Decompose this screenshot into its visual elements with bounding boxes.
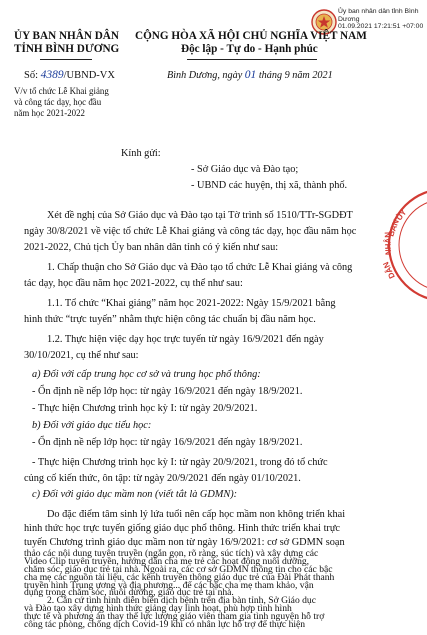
body-heading: c) Đối với giáo dục mầm non (viết tắt là GDMN): bbox=[32, 489, 238, 500]
svg-text:DÂN: DÂN bbox=[381, 260, 397, 280]
body-line: 2021-2022, Chủ tịch Ủy ban nhân dân tỉnh có ý kiến như sau: bbox=[24, 242, 279, 253]
signature-signer: Ủy ban nhân dân tỉnh Bình Dương bbox=[338, 8, 419, 23]
body-line: - Ổn định nề nếp lớp học: từ ngày 16/9/2021 đến ngày 18/9/2021. bbox=[32, 386, 303, 397]
issuer-line-2: TỈNH BÌNH DƯƠNG bbox=[14, 43, 120, 55]
body-heading: a) Đối với cấp trung học cơ sở và trung học phổ thông: bbox=[32, 369, 261, 380]
body-line: tuyến Chương trình giáo dục mầm non từ ngày 16/9/2021: cơ sở GDMN soạn bbox=[24, 537, 345, 548]
body-line: - Thực hiện Chương trình học kỳ I: từ ngày 20/9/2021. bbox=[32, 403, 258, 414]
body-line: Xét đề nghị của Sở Giáo dục và Đào tạo tại Tờ trình số 1510/TTr-SGDĐT bbox=[47, 210, 353, 221]
body-line: thảo các nội dung tuyên truyền (ngắn gọn, rõ ràng, súc tích) và xây dựng các bbox=[24, 548, 319, 559]
body-heading: b) Đối với giáo dục tiểu học: bbox=[32, 420, 152, 431]
subject-line: và công tác dạy, học đầu bbox=[14, 97, 102, 107]
signature-datetime: 01.09.2021 17:21:51 +07:00 bbox=[338, 23, 424, 31]
body-line: Video Clip tuyên truyền, hướng dẫn cha mẹ trẻ các hoạt động nuôi dưỡng, bbox=[24, 555, 310, 567]
svg-text:NHÂN: NHÂN bbox=[383, 231, 393, 256]
body-line: Do đặc điểm tâm sinh lý lứa tuổi nên cấp học mầm non không triển khai bbox=[47, 509, 346, 520]
body-line: - Ổn định nề nếp lớp học: từ ngày 16/9/2021 đến ngày 18/9/2021. bbox=[32, 437, 303, 448]
recipient-item: - UBND các huyện, thị xã, thành phố. bbox=[191, 180, 348, 191]
official-seal-stamp bbox=[383, 185, 427, 305]
digital-signature-text bbox=[338, 8, 426, 31]
doc-no-handwritten: 4389 bbox=[40, 69, 64, 81]
place-date bbox=[167, 68, 333, 83]
subject-block bbox=[14, 86, 109, 119]
body-line: hình thức “trực tuyến” nhằm thực hiện công tác chuẩn bị đầu năm học. bbox=[24, 314, 316, 325]
body-line: hình thức học trực tuyến giống giáo dục phổ thông. Hình thức triển khai trực bbox=[24, 523, 341, 534]
date-prefix: Bình Dương, ngày bbox=[167, 70, 243, 81]
body-line: 1. Chấp thuận cho Sở Giáo dục và Đào tạo tổ chức Lễ Khai giảng và công bbox=[47, 262, 353, 273]
subject-line: năm học 2021-2022 bbox=[14, 108, 85, 118]
date-suffix: tháng 9 năm 2021 bbox=[258, 70, 333, 81]
issuer-line-1: ỦY BAN NHÂN DÂN bbox=[14, 30, 119, 42]
body-line: ngày 30/8/2021 về việc tổ chức Lễ Khai giảng và công tác dạy, học đầu năm học bbox=[24, 226, 357, 237]
body-line: 30/10/2021, cụ thể như sau: bbox=[24, 350, 139, 361]
subject-line: V/v tổ chức Lễ Khai giảng bbox=[14, 86, 109, 96]
svg-text:BAN: BAN bbox=[386, 218, 401, 238]
body-line: 2. Căn cứ tình hình diễn biến dịch bệnh trên địa bàn tỉnh, Sở Giáo dục bbox=[47, 595, 316, 607]
body-line: - Thực hiện Chương trình học kỳ I: từ ngày 20/9/2021, trong đó tổ chức bbox=[32, 457, 328, 468]
national-title: CỘNG HÒA XÃ HỘI CHỦ NGHĨA VIỆT NAM bbox=[135, 30, 367, 42]
date-day-handwritten: 01 bbox=[244, 69, 257, 81]
body-line: chăm sóc, giáo dục trẻ tại nhà. Ngoài ra, các cơ sở GDMN thông tin cho các bậc bbox=[24, 563, 333, 575]
recipients-label: Kính gửi: bbox=[121, 148, 161, 159]
body-line: công tác phòng, chống dịch Covid-19 khi có nhân lực hỗ trợ để thực hiện bbox=[24, 619, 306, 630]
body-line: tác dạy, học đầu năm học 2021-2022, cụ thể như sau: bbox=[24, 278, 243, 289]
document-number bbox=[24, 68, 115, 83]
body-line: thực tế và phương án thay thế lực lượng giáo viên tham gia tình nguyện hỗ trợ bbox=[24, 611, 325, 623]
body-line: truyền hình Trung ương và địa phương... để các bậc cha mẹ tham khảo, vận bbox=[24, 579, 314, 591]
doc-no-suffix: /UBND-VX bbox=[63, 70, 115, 81]
body-line: dụng trong chăm sóc, nuôi dưỡng, giáo dục trẻ tại nhà. bbox=[24, 587, 234, 599]
doc-no-prefix: Số: bbox=[24, 70, 39, 81]
body-line: 1.2. Thực hiện việc dạy học trực tuyến từ ngày 16/9/2021 đến ngày bbox=[47, 334, 324, 345]
body-line: củng cố kiến thức, ôn tập: từ ngày 20/9/2021 đến ngày 01/10/2021. bbox=[24, 473, 301, 484]
body-line: cha mẹ các nguồn tài liệu, các kênh truyền thông giáo dục trẻ của Đài Phát thanh bbox=[24, 571, 335, 583]
recipient-item: - Sở Giáo dục và Đào tạo; bbox=[191, 164, 299, 175]
body-line: và Đào tạo xây dựng hình thức giảng dạy linh hoạt, phù hợp tình hình bbox=[24, 603, 292, 615]
issuer-underline bbox=[40, 59, 92, 60]
motto-underline bbox=[187, 59, 317, 60]
national-motto: Độc lập - Tự do - Hạnh phúc bbox=[181, 43, 318, 55]
svg-text:ỦY: ỦY bbox=[394, 207, 409, 223]
body-line: 1.1. Tổ chức “Khai giảng” năm học 2021-2022: Ngày 15/9/2021 bằng bbox=[47, 298, 336, 309]
